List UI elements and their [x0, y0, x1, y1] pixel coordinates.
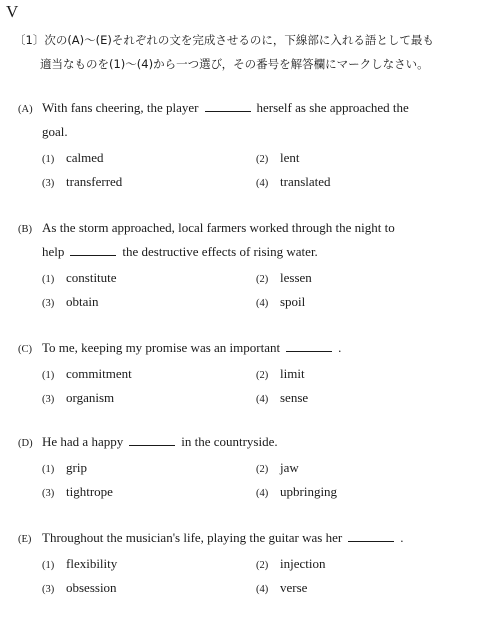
option-e-4-number: (4) — [256, 584, 269, 595]
option-a-1[interactable] — [42, 146, 256, 170]
option-a-1-text: calmed — [66, 150, 104, 165]
question-c — [18, 336, 470, 410]
question-b-text-line-1: As the storm approached, local farmers worked through the night to — [42, 220, 395, 235]
question-e-label: (E) — [18, 534, 32, 545]
question-e-options — [18, 552, 470, 600]
question-b-text-before: help — [42, 244, 65, 259]
question-a — [18, 96, 470, 194]
question-a-line-1 — [18, 96, 470, 120]
question-a-text-before: With fans cheering, the player — [42, 100, 199, 115]
section-label: V — [6, 2, 19, 21]
question-c-line-1 — [18, 336, 470, 360]
option-d-3-number: (3) — [42, 488, 55, 499]
option-e-2-text: injection — [280, 556, 326, 571]
question-c-options — [18, 362, 470, 410]
option-d-2-text: jaw — [280, 460, 299, 475]
option-b-4[interactable] — [256, 290, 446, 314]
option-b-3-number: (3) — [42, 298, 55, 309]
question-a-line-2: goal. — [42, 124, 68, 139]
option-c-4-number: (4) — [256, 394, 269, 405]
question-d-text-before: He had a happy — [42, 434, 124, 449]
question-d-blank — [129, 432, 175, 446]
option-b-4-text: spoil — [280, 294, 306, 309]
question-b-label: (B) — [18, 224, 32, 235]
question-d-line-1 — [18, 430, 470, 454]
option-a-1-number: (1) — [42, 154, 55, 165]
question-a-blank — [205, 98, 251, 112]
option-c-2[interactable] — [256, 362, 446, 386]
question-b-line-2 — [18, 240, 470, 264]
option-c-3[interactable] — [42, 386, 256, 410]
option-c-4-text: sense — [280, 390, 309, 405]
option-c-1[interactable] — [42, 362, 256, 386]
question-d-label: (D) — [18, 438, 33, 449]
option-a-4-text: translated — [280, 174, 331, 189]
option-e-3-text: obsession — [66, 580, 117, 595]
option-d-1-text: grip — [66, 460, 87, 475]
option-d-3-text: tightrope — [66, 484, 113, 499]
option-a-2-number: (2) — [256, 154, 269, 165]
question-e-line-1 — [18, 526, 470, 550]
option-e-1-text: flexibility — [66, 556, 118, 571]
option-c-3-number: (3) — [42, 394, 55, 405]
option-e-4-text: verse — [280, 580, 308, 595]
question-a-text-after: herself as she approached the — [256, 100, 409, 115]
question-e-text-after: . — [400, 530, 404, 545]
option-a-4[interactable] — [256, 170, 446, 194]
question-e — [18, 526, 470, 600]
question-c-label: (C) — [18, 344, 32, 355]
instructions-line-1: 〔1〕次の(A)～(E)それぞれの文を完成させるのに，下線部に入れる語として最も — [14, 33, 434, 47]
option-d-2[interactable] — [256, 456, 446, 480]
question-b-text-after: the destructive effects of rising water. — [122, 244, 318, 259]
question-d-options — [18, 456, 470, 504]
question-c-text-before: To me, keeping my promise was an important — [42, 340, 281, 355]
question-a-options — [18, 146, 470, 194]
option-c-3-text: organism — [66, 390, 115, 405]
option-a-3-number: (3) — [42, 178, 55, 189]
instructions-line-2: 適当なものを(1)～(4)から一つ選び，その番号を解答欄にマークしなさい。 — [40, 57, 429, 71]
option-e-3-number: (3) — [42, 584, 55, 595]
option-d-1-number: (1) — [42, 464, 55, 475]
question-c-blank — [286, 338, 332, 352]
option-b-1-number: (1) — [42, 274, 55, 285]
question-a-label: (A) — [18, 104, 33, 115]
question-b — [18, 216, 470, 314]
option-d-4[interactable] — [256, 480, 446, 504]
option-b-2[interactable] — [256, 266, 446, 290]
option-d-2-number: (2) — [256, 464, 269, 475]
option-a-4-number: (4) — [256, 178, 269, 189]
question-e-text-before: Throughout the musician's life, playing the guitar was her — [42, 530, 343, 545]
question-b-options — [18, 266, 470, 314]
option-d-1[interactable] — [42, 456, 256, 480]
option-b-2-text: lessen — [280, 270, 312, 285]
option-e-2[interactable] — [256, 552, 446, 576]
question-c-text-after: . — [338, 340, 342, 355]
option-e-1-number: (1) — [42, 560, 55, 571]
option-e-3[interactable] — [42, 576, 256, 600]
option-e-4[interactable] — [256, 576, 446, 600]
question-d — [18, 430, 470, 504]
question-b-line-1 — [18, 216, 470, 240]
question-e-blank — [348, 528, 394, 542]
option-d-4-number: (4) — [256, 488, 269, 499]
option-b-2-number: (2) — [256, 274, 269, 285]
option-c-1-text: commitment — [66, 366, 132, 381]
question-b-line-1-wrap — [18, 216, 395, 240]
question-d-text-after: in the countryside. — [181, 434, 278, 449]
option-b-1[interactable] — [42, 266, 256, 290]
option-d-4-text: upbringing — [280, 484, 338, 499]
option-b-1-text: constitute — [66, 270, 117, 285]
option-c-2-number: (2) — [256, 370, 269, 381]
option-e-1[interactable] — [42, 552, 256, 576]
option-c-4[interactable] — [256, 386, 446, 410]
option-b-4-number: (4) — [256, 298, 269, 309]
option-e-2-number: (2) — [256, 560, 269, 571]
option-a-3-text: transferred — [66, 174, 123, 189]
option-a-2-text: lent — [280, 150, 300, 165]
option-b-3-text: obtain — [66, 294, 99, 309]
instructions — [14, 28, 470, 76]
option-c-1-number: (1) — [42, 370, 55, 381]
option-c-2-text: limit — [280, 366, 305, 381]
question-b-blank — [70, 242, 116, 256]
option-b-3[interactable] — [42, 290, 256, 314]
option-a-2[interactable] — [256, 146, 446, 170]
option-d-3[interactable] — [42, 480, 256, 504]
option-a-3[interactable] — [42, 170, 256, 194]
